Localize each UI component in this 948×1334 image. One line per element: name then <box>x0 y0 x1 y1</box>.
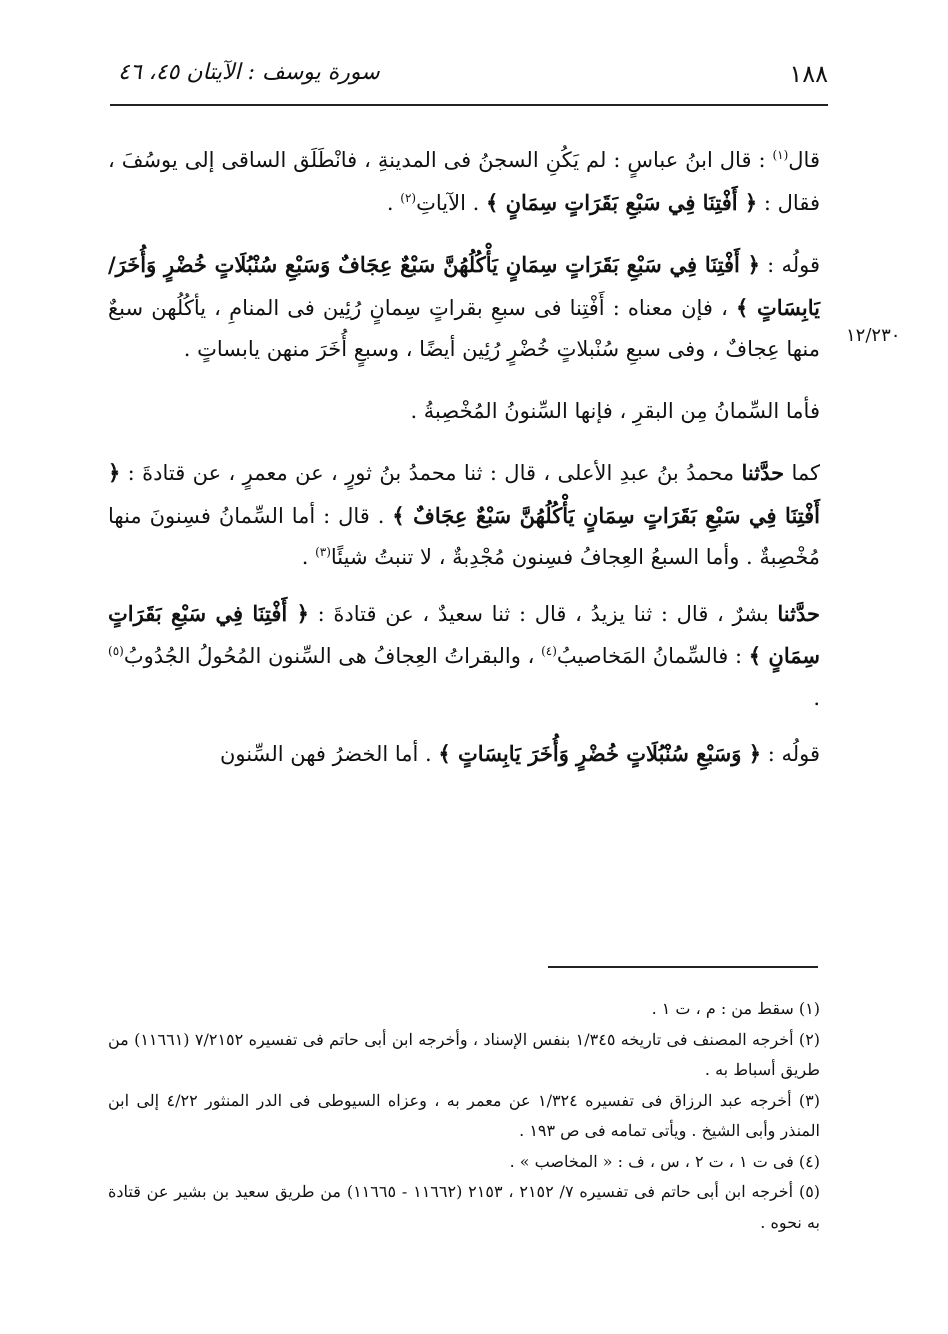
text-run: قال <box>788 148 820 172</box>
paragraph-2 <box>108 244 820 371</box>
text-run: قولُه : <box>761 742 820 766</box>
text-run: محمدُ بنُ عبدِ الأعلى ، قال : ثنا محمدُ بنُ ثورٍ ، عن معمرٍ ، عن قتادةَ : <box>120 461 742 485</box>
paragraph-4 <box>108 452 820 579</box>
text-run: . قال : أما السِّمانُ فسِنونَ منها مُخْصِبةٌ . وأما السبعُ العِجافُ فسِنون مُجْدِبةٌ ، لا تنبتُ شيئًا <box>108 503 820 569</box>
paragraph-5 <box>108 593 820 720</box>
text-run: : قال ابنُ عباسٍ : لم يَكُنِ السجنُ فى المدينةِ ، فانْطَلَق الساقى إلى يوسُفَ ، فقال : <box>108 148 820 215</box>
footnote-ref-5: (٥) <box>108 644 124 658</box>
paragraph-1 <box>108 140 820 224</box>
text-run: . أما الخضرُ فهن السِّنون <box>220 742 439 766</box>
text-run: قولُه : <box>760 253 820 277</box>
paragraph-3: فأما السِّمانُ مِن البقرِ ، فإنها السِّنونُ المُخْصِبةُ . <box>410 398 820 423</box>
paragraph-6 <box>108 733 820 776</box>
footnote-4: (٤) فى ت ١ ، ت ٢ ، س ، ف : « المخاصب » . <box>509 1151 820 1171</box>
text-run: بشرٌ ، قال : ثنا يزيدُ ، قال : ثنا سعيدٌ ، عن قتادةَ : <box>308 601 778 626</box>
footnote-ref-4: (٤) <box>541 644 557 658</box>
footnote-2: (٢) أخرجه المصنف فى تاريخه ١/٣٤٥ بنفس الإسناد ، وأخرجه ابن أبى حاتم فى تفسيره ٧/٢١٥٢ (١١٦٦١) من طريق أسباط به . <box>108 1029 821 1079</box>
header-rule <box>110 104 828 106</box>
text-run: . <box>813 685 820 710</box>
footnotes <box>108 994 820 1238</box>
page-number: ١٨٨ <box>789 60 828 88</box>
main-text <box>108 140 820 776</box>
text-run: : فالسِّمانُ المَخاصيبُ <box>556 644 749 668</box>
text-run: ، والبقراتُ العِجافُ هى السِّنون المُحُولُ الجُدُوبُ <box>123 644 542 668</box>
text-run: كما <box>784 461 820 485</box>
footnote-ref-1: (١) <box>772 148 789 162</box>
running-title: سورة يوسف : الآيتان ٤٥، ٤٦ <box>118 60 380 85</box>
quran-verse: ﴿ أَفْتِنَا فِي سَبْعِ بَقَرَاتٍ سِمَانٍ يَأْكُلُهُنَّ سَبْعٌ عِجَافٌ ﴾ <box>108 460 820 528</box>
page-header <box>110 58 828 98</box>
text-run: . <box>386 190 401 215</box>
margin-page-reference: ١٢/٢٣٠ <box>846 325 901 346</box>
footnote-1: (١) سقط من : م ، ت ١ . <box>651 999 820 1018</box>
quran-verse: ﴿ أَفْتِنَا فِي سَبْعِ بَقَرَاتٍ سِمَانٍ يَأْكُلُهُنَّ سَبْعٌ عِجَافٌ وَسَبْعِ سُنْبُلَاتٍ خُضْرٍ وَأُخَرَ/ يَابِسَاتٍ ﴾ <box>108 252 820 320</box>
quran-verse: ﴿ وَسَبْعِ سُنْبُلَاتٍ خُضْرٍ وَأُخَرَ يَابِسَاتٍ ﴾ <box>438 741 762 766</box>
text-run: . <box>301 545 316 569</box>
footnote-5: (٥) أخرجه ابن أبى حاتم فى تفسيره ٧/ ٢١٥٢ ، ٢١٥٣ (١١٦٦٢ - ١١٦٦٥) من طريق سعيد بن بشير عن قتادة به نحوه . <box>108 1182 821 1232</box>
text-run: . الآياتِ <box>416 190 486 215</box>
quran-verse: ﴿ أَفْتِنَا فِي سَبْعِ بَقَرَاتٍ سِمَانٍ ﴾ <box>485 189 758 215</box>
footnote-ref-3: (٣) <box>315 545 331 559</box>
footnote-ref-2: (٢) <box>400 190 417 205</box>
quran-verse: ﴿ أَفْتِنَا فِي سَبْعِ بَقَرَاتٍ سِمَانٍ ﴾ <box>108 600 820 668</box>
footnote-3: (٣) أخرجه عبد الرزاق فى تفسيره ١/٣٢٤ عن معمر به ، وعزاه السيوطى فى الدر المنثور ٤/٢٢ إلى ابن المنذر وأبى الشيخ . ويأتى تمامه فى ص ١٩٣ . <box>108 1090 821 1140</box>
text-run: ، فإن معناه : أَفْتِنا فى سبعِ بقراتٍ سِمانٍ رُئِين فى المنامِ ، يأكُلُهن سبعٌ منها عِجافٌ ، وفى سبعِ سُنْبلاتٍ خُضْرٍ رُئِين أيضًا ، وسبعٍ أُخَرَ منهن يابساتٍ . <box>108 295 820 361</box>
footnote-separator <box>548 966 818 968</box>
hadith-marker: حدَّثنا <box>777 600 820 626</box>
hadith-marker: حدَّثنا <box>741 460 785 485</box>
